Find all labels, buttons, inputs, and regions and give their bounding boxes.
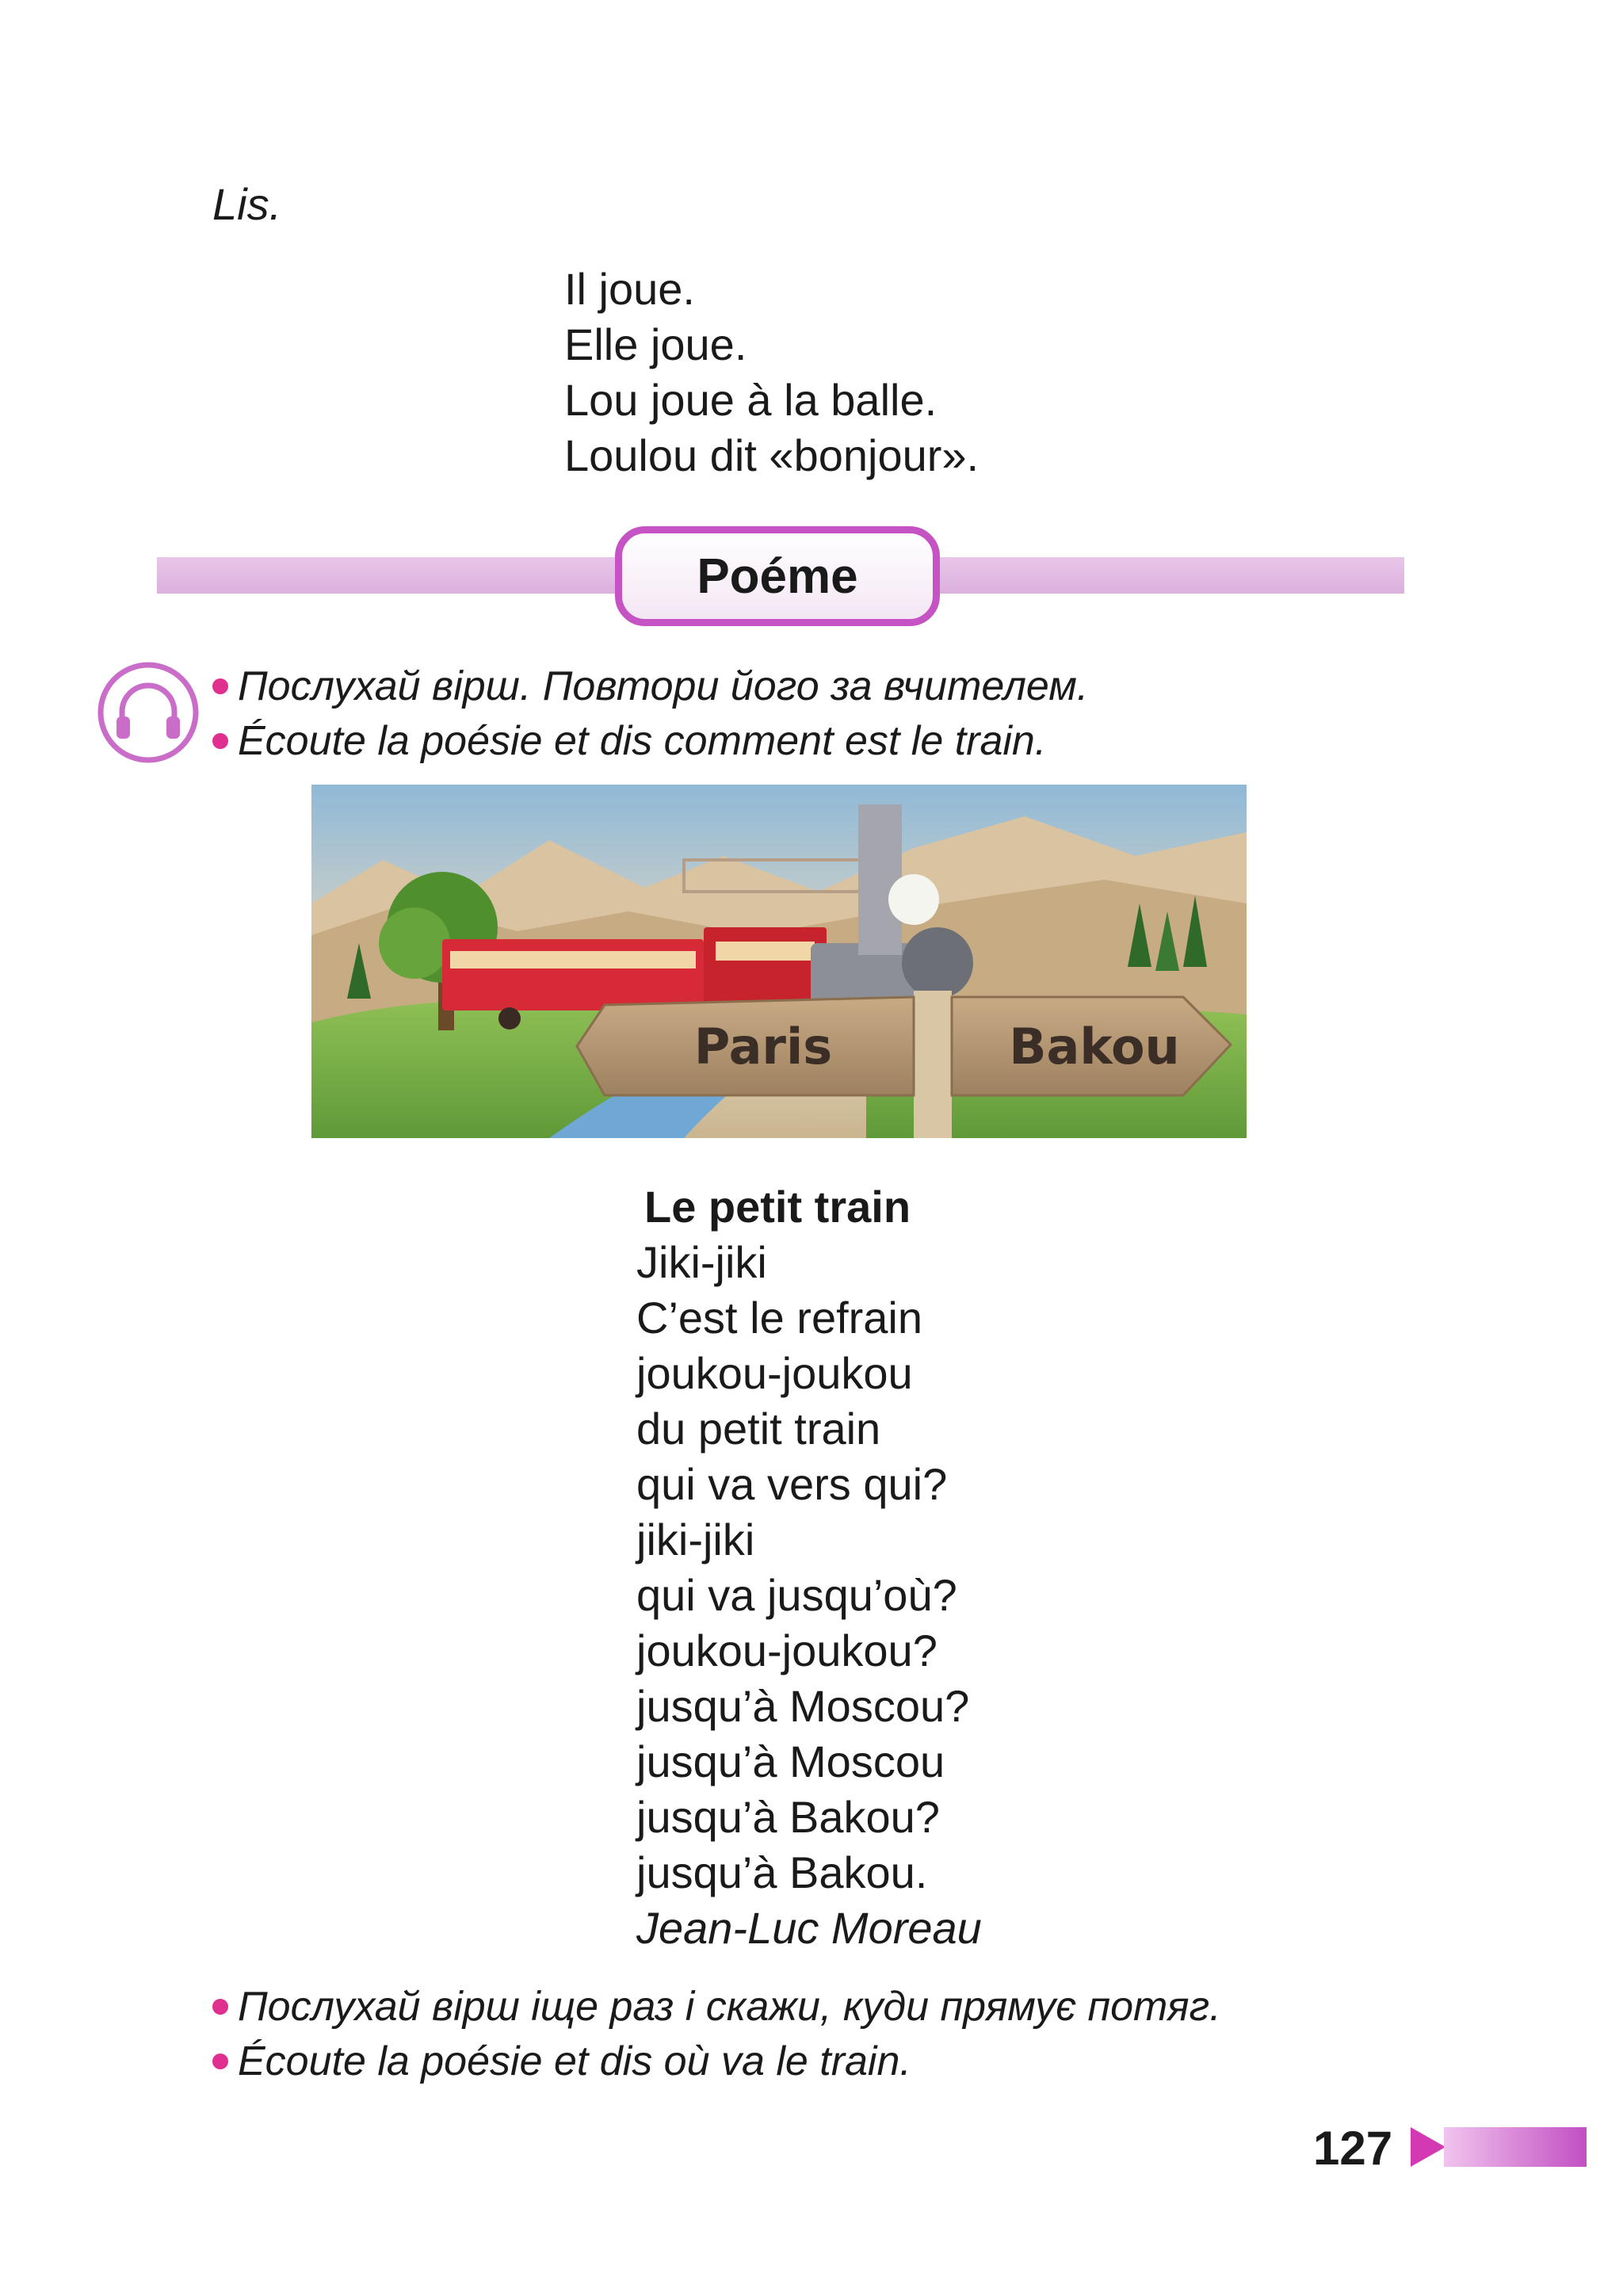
poem-line: qui va vers qui? <box>636 1459 948 1509</box>
poem-line: C’est le refrain <box>636 1293 923 1343</box>
page-arrow-icon <box>1411 2127 1445 2167</box>
page-number: 127 <box>1313 2122 1393 2175</box>
bullet-icon <box>212 2053 228 2069</box>
reading-line: Loulou dit «bonjour». <box>564 430 980 480</box>
bullet-icon <box>212 1999 228 2015</box>
poem-line: jiki-jiki <box>636 1515 755 1564</box>
instruction-ua-2 <box>212 1983 1221 2030</box>
instruction-fr-2 <box>212 2038 911 2085</box>
poem-line: joukou-joukou <box>636 1348 913 1398</box>
headphones-icon[interactable] <box>95 659 201 766</box>
poem-line: jusqu’à Moscou? <box>636 1681 970 1731</box>
reading-line: Elle joue. <box>564 319 747 369</box>
poem-line: joukou-joukou? <box>636 1626 938 1675</box>
instruction-ua-1 <box>212 663 1088 710</box>
instruction-lis: Lis. <box>212 179 282 229</box>
sign-bakou: Bakou <box>1009 1018 1180 1075</box>
reading-line: Lou joue à la balle. <box>564 375 938 425</box>
poem-line: jusqu’à Moscou <box>636 1736 945 1786</box>
section-title: Poéme <box>697 548 858 604</box>
train-illustration <box>311 785 1247 1138</box>
poem-line: qui va jusqu’où? <box>636 1570 957 1620</box>
poem-author: Jean-Luc Moreau <box>636 1903 982 1953</box>
poem-line: du petit train <box>636 1404 881 1454</box>
poem-title: Le petit train <box>644 1182 911 1232</box>
poem-line: Jiki-jiki <box>636 1237 767 1287</box>
poem-line: jusqu’à Bakou. <box>636 1847 928 1897</box>
reading-text <box>564 262 979 483</box>
instruction-text: Послухай вірш. Повтори його за вчителем. <box>238 663 1089 709</box>
section-title-box <box>615 526 940 626</box>
poem <box>636 1179 982 1956</box>
reading-line: Il joue. <box>564 264 695 314</box>
page-bar <box>1444 2127 1587 2167</box>
instruction-text: Écoute la poésie et dis comment est le train. <box>238 718 1047 764</box>
instruction-text: Écoute la poésie et dis où va le train. <box>238 2038 911 2084</box>
instruction-text: Послухай вірш іще раз і скажи, куди прямує потяг. <box>238 1984 1221 2030</box>
bullet-icon <box>212 678 228 694</box>
bullet-icon <box>212 733 228 749</box>
poem-line: jusqu’à Bakou? <box>636 1792 940 1842</box>
sign-paris: Paris <box>693 1018 833 1075</box>
instruction-fr-1 <box>212 717 1046 765</box>
